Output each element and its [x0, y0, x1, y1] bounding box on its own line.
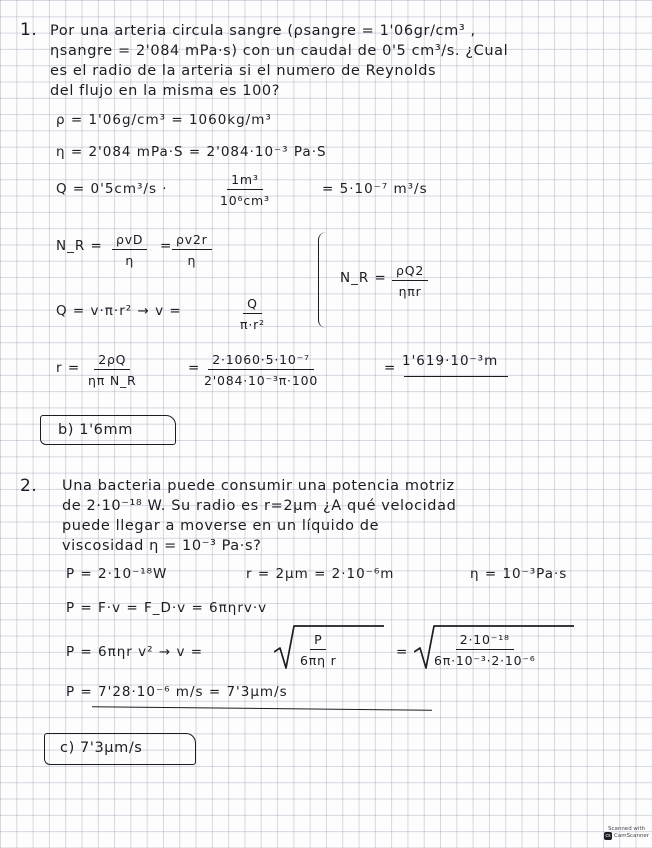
- radius-fraction-1: [88, 352, 137, 388]
- camscanner-logo-icon: cs: [605, 833, 611, 839]
- radius-equals-2: =: [384, 360, 397, 376]
- velocity-fraction: [240, 296, 265, 332]
- combine-brace: [318, 232, 327, 328]
- combined-fraction: [392, 263, 428, 299]
- answer-2-text: c) 7'3μm/s: [60, 740, 143, 756]
- problem-2-line-3: puede llegar a moverse en un líquido de: [62, 518, 380, 534]
- flow-result: = 5·10⁻⁷ m³/s: [322, 181, 428, 197]
- radius-result: 1'619·10⁻³m: [402, 353, 499, 369]
- flow-frac-num: 1m³: [227, 172, 263, 190]
- solve-f1-den: 6πη r: [300, 653, 337, 668]
- solve-lhs: P = 6πηr v² → v =: [66, 644, 204, 660]
- problem-1-line-2: ηsangre = 2'084 mPa·s) con un caudal de 0'5 cm³/s. ¿Cual: [50, 43, 509, 59]
- data-power: P = 2·10⁻¹⁸W: [66, 566, 168, 582]
- watermark-brand: CamScanner: [614, 833, 650, 839]
- problem-2-line-1: Una bacteria puede consumir una potencia motriz: [62, 478, 455, 494]
- power-relation: P = F·v = F_D·v = 6πηrv·v: [66, 600, 268, 616]
- reynolds-fraction-1: [112, 232, 147, 268]
- problem-2-number: 2.: [20, 476, 38, 496]
- problem-1-number: 1.: [20, 20, 38, 40]
- solve-f2-den: 6π·10⁻³·2·10⁻⁶: [434, 653, 536, 668]
- scanner-watermark: [604, 826, 649, 840]
- reynolds-f2-num: ρv2r: [172, 232, 212, 250]
- flow-frac-den: 10⁶cm³: [220, 193, 270, 208]
- radius-f2-den: 2'084·10⁻³π·100: [204, 373, 319, 388]
- viscosity-line: η = 2'084 mPa·S = 2'084·10⁻³ Pa·S: [56, 144, 327, 160]
- radius-f1-num: 2ρQ: [94, 352, 130, 370]
- radius-equals-1: =: [188, 360, 201, 376]
- radius-f1-den: ηπ N_R: [88, 373, 137, 388]
- reynolds-f1-den: η: [125, 253, 135, 268]
- solve-fraction-2: [434, 632, 536, 668]
- problem-1-line-1: Por una arteria circula sangre (ρsangre = 1'06gr/cm³ ,: [50, 23, 476, 39]
- velocity-num: Q: [243, 296, 262, 314]
- solve-f2-num: 2·10⁻¹⁸: [456, 632, 514, 650]
- reynolds-equals: =: [160, 238, 173, 254]
- reynolds-f2-den: η: [187, 253, 197, 268]
- combined-den: ηπr: [398, 284, 422, 299]
- answer-1-text: b) 1'6mm: [58, 422, 133, 438]
- velocity-result-underline: [92, 706, 432, 711]
- reynolds-lhs: N_R =: [56, 238, 103, 254]
- problem-2-line-2: de 2·10⁻¹⁸ W. Su radio es r=2μm ¿A qué velocidad: [62, 498, 457, 514]
- radius-fraction-2: [204, 352, 318, 388]
- combined-lhs: N_R =: [340, 270, 387, 286]
- reynolds-fraction-2: [172, 232, 212, 268]
- solve-fraction-1: [300, 632, 337, 668]
- problem-1-line-4: del flujo en la misma es 100?: [50, 83, 281, 99]
- radius-f2-num: 2·1060·5·10⁻⁷: [208, 352, 314, 370]
- solve-f1-num: P: [310, 632, 326, 650]
- radius-lhs: r =: [56, 360, 81, 376]
- solve-equals: =: [396, 644, 409, 660]
- reynolds-f1-num: ρvD: [112, 232, 147, 250]
- flow-lhs: Q = 0'5cm³/s ·: [56, 181, 168, 197]
- velocity-relation: Q = v·π·r² → v =: [56, 303, 182, 319]
- velocity-den: π·r²: [240, 317, 265, 332]
- data-radius: r = 2μm = 2·10⁻⁶m: [246, 566, 395, 582]
- problem-2-line-4: viscosidad η = 10⁻³ Pa·s?: [62, 538, 262, 554]
- velocity-result: P = 7'28·10⁻⁶ m/s = 7'3μm/s: [66, 684, 288, 700]
- data-viscosity: η = 10⁻³Pa·s: [470, 566, 568, 582]
- density-line: ρ = 1'06g/cm³ = 1060kg/m³: [56, 112, 272, 128]
- flow-conversion-fraction: [220, 172, 270, 208]
- problem-1-line-3: es el radio de la arteria si el numero de Reynolds: [50, 63, 437, 79]
- combined-num: ρQ2: [392, 263, 428, 281]
- radius-result-underline: [404, 376, 508, 377]
- watermark-line-1: Scanned with: [607, 826, 646, 832]
